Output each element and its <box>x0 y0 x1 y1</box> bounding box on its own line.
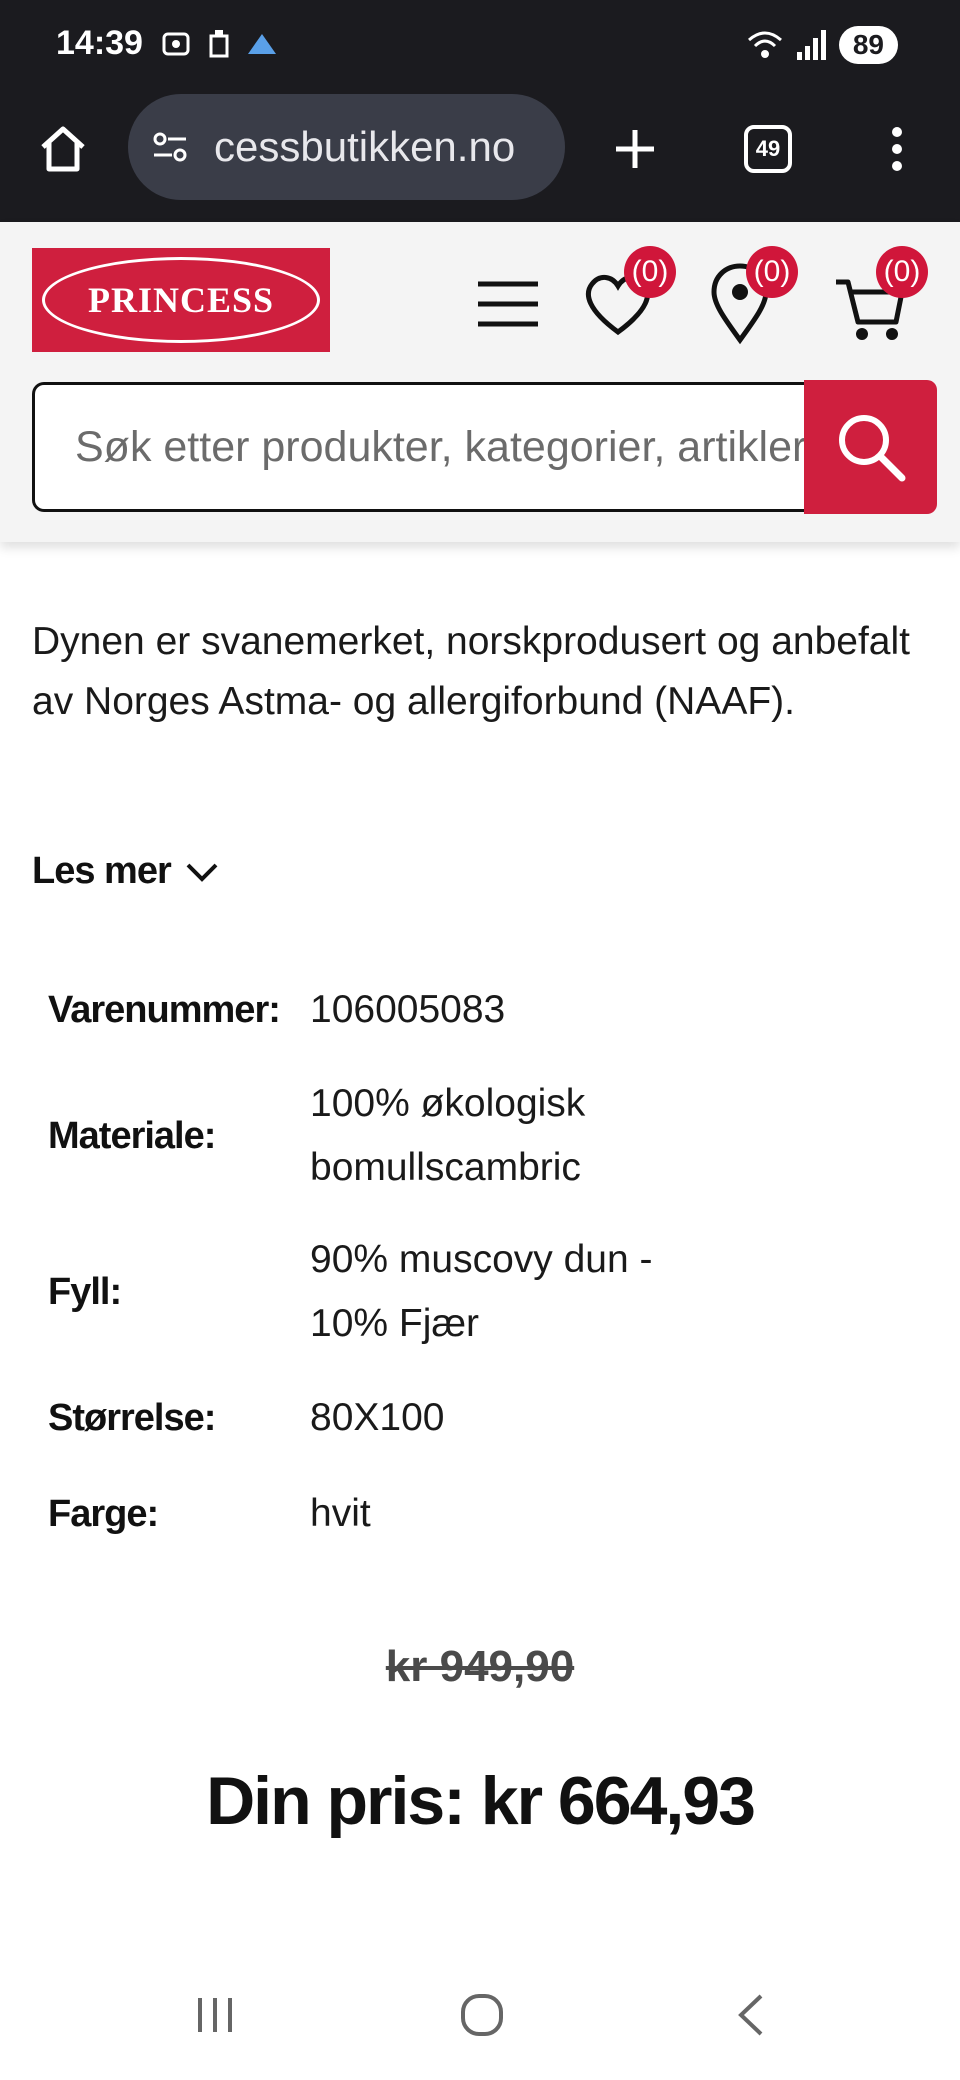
system-icons <box>745 26 898 64</box>
notification-icons <box>160 28 278 60</box>
search-input[interactable] <box>32 382 812 512</box>
spec-row-materiale <box>48 1058 908 1214</box>
menu-button[interactable] <box>468 252 558 352</box>
back-button[interactable] <box>712 1980 792 2050</box>
product-description: Dynen er svanemerket, norskprodusert og anbefalt av Norges Astma- og allergiforbund (NAAF). <box>32 620 910 723</box>
search-bar <box>32 380 937 514</box>
wishlist-count-badge: (0) <box>624 246 676 298</box>
more-vert-icon <box>887 124 907 174</box>
recents-icon <box>190 1990 240 2040</box>
princess-logo[interactable] <box>32 248 330 352</box>
read-more-toggle[interactable] <box>32 850 219 893</box>
spec-label: Varenummer: <box>48 988 280 1031</box>
stores-count-badge: (0) <box>746 246 798 298</box>
spec-label: Farge: <box>48 1492 159 1535</box>
signal-icon <box>795 28 829 62</box>
spec-row-farge <box>48 1466 908 1562</box>
home-circle-icon <box>457 1990 507 2040</box>
spec-row-storrelse <box>48 1370 908 1466</box>
system-nav-bar <box>0 1960 960 2080</box>
search-button[interactable] <box>804 380 937 514</box>
store-locator-button[interactable] <box>700 252 790 352</box>
cart-button[interactable] <box>830 252 920 352</box>
spec-row-fyll <box>48 1214 908 1370</box>
spec-row-varenummer <box>48 962 908 1058</box>
cart-count-badge: (0) <box>876 246 928 298</box>
logo-oval <box>42 257 320 343</box>
screenshot-icon <box>160 28 192 60</box>
discounted-price: Din pris: kr 664,93 <box>206 1763 754 1839</box>
spec-label: Fyll: <box>48 1270 122 1313</box>
sim-icon <box>206 28 232 60</box>
status-bar <box>0 0 960 90</box>
original-price: kr 949,90 <box>385 1642 575 1691</box>
new-tab-button[interactable] <box>600 114 670 184</box>
tabs-button[interactable] <box>733 114 803 184</box>
app-notification-icon <box>246 28 278 60</box>
status-time: 14:39 <box>56 24 143 62</box>
wishlist-button[interactable] <box>578 252 668 352</box>
site-settings-icon <box>148 125 192 169</box>
spec-label: Størrelse: <box>48 1396 216 1439</box>
back-icon <box>727 1990 777 2040</box>
logo-text: PRINCESS <box>87 280 275 320</box>
spec-value: 80X100 <box>310 1396 445 1439</box>
site-header <box>0 222 960 542</box>
spec-label: Materiale: <box>48 1114 216 1157</box>
hamburger-icon <box>468 252 548 352</box>
recents-button[interactable] <box>175 1980 255 2050</box>
search-icon <box>832 408 910 486</box>
home-button[interactable] <box>28 114 98 184</box>
battery-indicator: 89 <box>839 26 898 64</box>
spec-value: hvit <box>310 1492 371 1535</box>
spec-value: 106005083 <box>310 988 506 1031</box>
home-nav-button[interactable] <box>442 1980 522 2050</box>
home-icon <box>35 121 91 177</box>
spec-value: 100% økologisk bomullscambric <box>310 1082 586 1189</box>
tab-count: 49 <box>744 125 792 173</box>
plus-icon <box>610 124 660 174</box>
wifi-icon <box>745 28 785 62</box>
url-text: cessbutikken.no <box>214 123 516 170</box>
browser-toolbar <box>0 90 960 222</box>
address-bar[interactable] <box>128 94 565 200</box>
read-more-label: Les mer <box>32 850 171 892</box>
spec-value: 90% muscovy dun - 10% Fjær <box>310 1238 653 1345</box>
chevron-down-icon <box>185 861 219 883</box>
browser-menu-button[interactable] <box>862 114 932 184</box>
spec-table <box>48 962 908 1562</box>
